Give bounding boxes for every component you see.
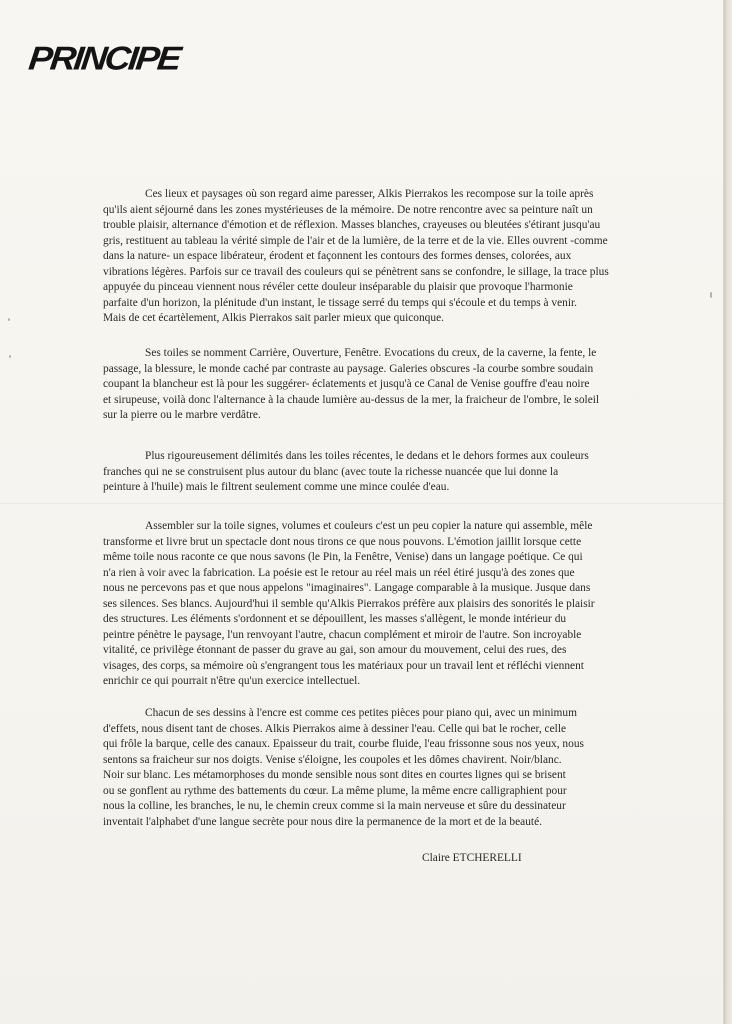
paragraph-line: enrichir ce qui pourrait n'être qu'un exercice intellectuel. [103,675,361,687]
document-title: PRINCIPE [26,39,182,77]
paragraph-line: ses silences. Ses blancs. Aujourd'hui il semble qu'Alkis Pierrakos préfère aux plaisirs des sonorités le plaisir [103,597,595,610]
paragraph-line: sur la pierre ou le marbre verdâtre. [103,409,261,421]
paragraph-line: peinture à l'huile) mais le filtrent seulement comme une mince coulée d'eau. [103,481,450,493]
paragraph-line: inventait l'alphabet d'une langue secrète pour nous dire la permanence de la mort et de la beauté. [103,815,542,828]
paper-speck [9,355,11,358]
paragraph-line: nous la colline, les branches, le nu, le chemin creux comme si la main nerveuse et sûre du dessinateur [103,800,566,812]
paragraph-line: visages, des corps, sa mémoire où s'engrangent tous les matériaux pour un travail lent et réfléchi viennent [103,659,584,672]
paper-speck [8,318,10,321]
paragraph-line: nous ne percevons pas et que nous appelons "imaginaires". Langage comparable à la musique. Jusque dans [103,582,591,594]
paragraph-line: et sirupeuse, voilà donc l'alternance à la chaude lumière au-dessus de la mer, la fraicheur de l'ombre, le soleil [103,393,600,406]
paragraph-line: franches qui ne se construisent plus autour du blanc (avec toute la richesse nuancée que lui donne la [103,465,559,478]
paragraph-line: d'effets, nous disent tant de choses. Alkis Pierrakos aime à dessiner l'eau. Celle qui bat le rocher, celle [103,722,567,735]
paragraph-line: parfaite d'un horizon, la plénitude d'un instant, le tissage serré du temps qui s'écoule et du temps à venir. [103,296,577,309]
author-signature: Claire ETCHERELLI [422,852,522,864]
paragraph-line: Noir sur blanc. Les métamorphoses du monde sensible nous sont dites en courtes lignes qui se brisent [103,769,566,781]
paragraph-4 [103,519,629,690]
paragraph-line: transforme et livre brut un spectacle dont nous tirons ce que nous pouvons. L'émotion jaillit lorsque cette [103,535,582,548]
paragraph-line: trouble plaisir, alternance d'émotion et de réflexion. Masses blanches, crayeuses ou bleutées s'étirant jusqu'au [103,219,601,231]
paper-edge [724,0,732,1024]
paper-speck [710,292,712,298]
paragraph-line: Mais de cet écartèlement, Alkis Pierrakos sait parler mieux que quiconque. [103,312,444,324]
paragraph-1 [103,187,629,327]
paragraph-line: Plus rigoureusement délimités dans les toiles récentes, le dedans et le dehors formes aux couleurs [145,450,589,462]
paragraph-line: gris, restituent au tableau la vérité simple de l'air et de la lumière, de la terre et de la vie. Elles ouvrent -comme [103,234,608,247]
paragraph-line: vibrations légères. Parfois sur ce travail des couleurs qui se pénètrent sans se confondre, le sillage, la trace plus [103,265,609,278]
paragraph-line: ou se gonflent au rythme des battements du cœur. La même plume, la même encre calligraphient pour [103,784,567,797]
paragraph-line: des structures. Les éléments s'ordonnent et se dépouillent, les masses s'allègent, le monde intérieur du [103,613,567,625]
paragraph-line: peintre pénètre le paysage, l'un renvoyant l'autre, chacun complément et miroir de l'autre. Son incroyable [103,628,582,641]
paragraph-line: dans la nature- un espace libérateur, érodent et façonnent les contours des formes denses, colorées, aux [103,250,572,262]
paragraph-line: Ces lieux et paysages où son regard aime paresser, Alkis Pierrakos les recompose sur la toile après [145,188,594,200]
paragraph-line: même toile nous raconte ce que nous savons (le Pin, la Fenêtre, Venise) dans un langage poétique. Ce qui [103,551,583,563]
paragraph-line: passage, la blessure, le monde caché par contraste au paysage. Galeries obscures -la courbe sombre soudain [103,362,594,375]
paper-fold-line [0,503,724,504]
paragraph-3 [103,449,629,496]
paragraph-line: n'a rien à voir avec la fabrication. La poésie est le retour au réel mais un réel étiré jusqu'à des zones que [103,566,575,579]
paragraph-2 [103,346,629,424]
paragraph-line: vitalité, ce privilège étonnant de passer du grave au gai, son amour du mouvement, celui des rues, des [103,644,567,656]
paragraph-line: qui frôle la barque, celle des canaux. Epaisseur du trait, courbe fluide, l'eau frissonne sous nos yeux, nous [103,738,584,750]
paragraph-line: sentons sa fraicheur sur nos doigts. Venise s'éloigne, les coupoles et les dômes chavirent. Noir/blanc. [103,753,562,766]
paragraph-line: Ses toiles se nomment Carrière, Ouverture, Fenêtre. Evocations du creux, de la caverne, la fente, le [145,347,597,359]
paragraph-line: coupant la blancheur est là pour les suggérer- éclatements et jusqu'à ce Canal de Venise gouffre d'eau noire [103,378,590,390]
paragraph-line: qu'ils aient séjourné dans les zones mystérieuses de la mémoire. De notre rencontre avec sa peinture naît un [103,203,593,216]
paragraph-line: Assembler sur la toile signes, volumes et couleurs c'est un peu copier la nature qui assemble, mêle [145,520,593,532]
paragraph-line: Chacun de ses dessins à l'encre est comme ces petites pièces pour piano qui, avec un minimum [145,707,577,719]
paragraph-5 [103,706,629,830]
paragraph-line: appuyée du pinceau viennent nous révéler cette douleur inséparable du plaisir que provoque l'harmonie [103,281,573,293]
